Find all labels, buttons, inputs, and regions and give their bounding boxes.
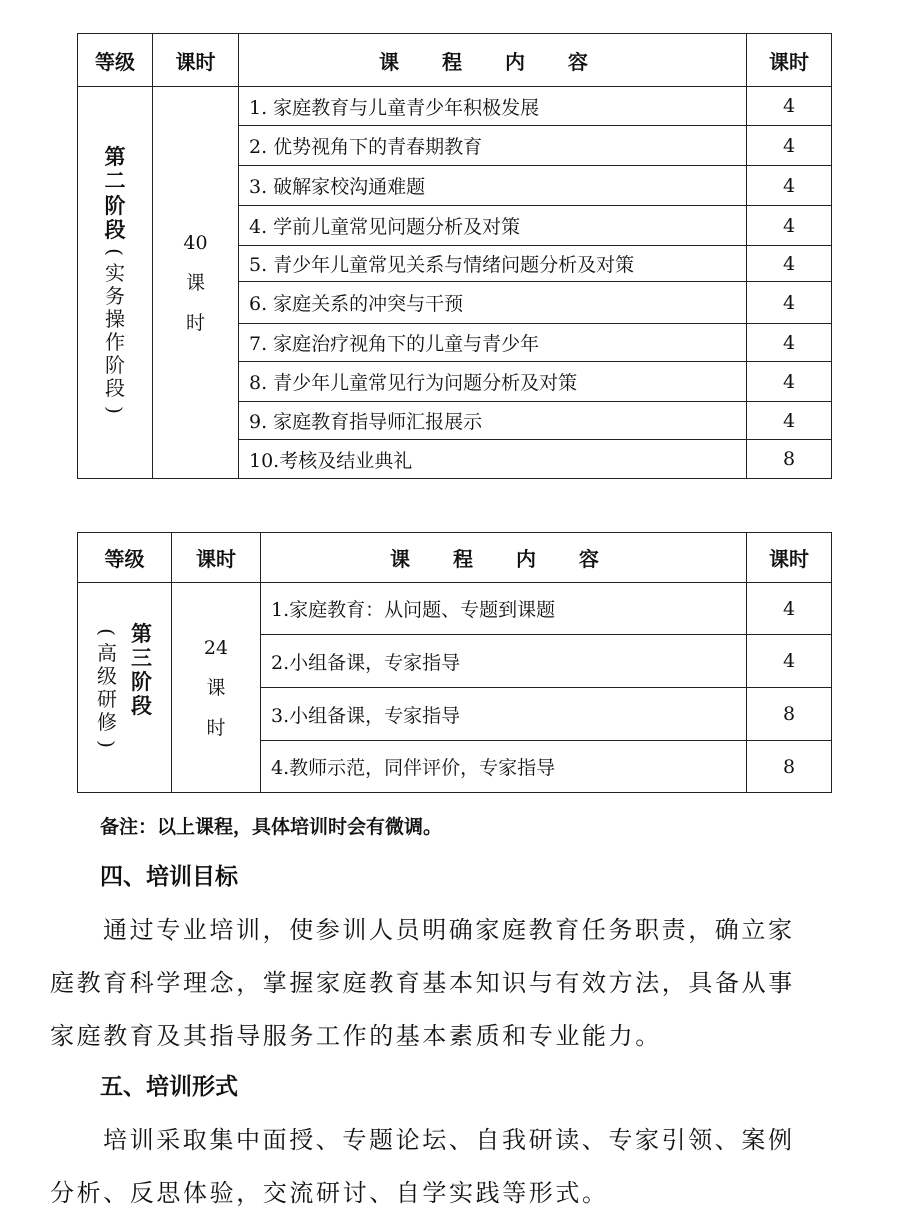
section-5-heading: 五、培训形式 [100,1074,238,1100]
section-5-line: 分析、反思体验，交流研讨、自学实践等形式。 [50,1179,609,1207]
course-content: 4.教师示范，同伴评价，专家指导 [261,741,747,793]
course-content: 7. 家庭治疗视角下的儿童与青少年 [239,324,747,362]
stage-subtitle-char: 阶 [105,352,125,377]
course-content: 2.小组备课，专家指导 [261,635,747,688]
header-content: 课 程 内 容 [261,533,747,583]
stage-label [78,87,153,479]
section-4-heading: 四、培训目标 [100,864,238,890]
header-hours-2: 课时 [747,34,832,87]
course-hours: 8 [747,741,832,793]
stage-subtitle-char: 段 [105,375,125,400]
course-hours: 4 [747,87,832,126]
total-hours-line: 时 [185,311,205,334]
header-hours: 课时 [153,34,239,87]
stage-subtitle-char: 级 [97,663,117,688]
stage-subtitle-char: ) [95,739,119,748]
course-content: 5. 青少年儿童常见关系与情绪问题分析及对策 [239,246,747,282]
total-hours-line: 40 [183,231,208,254]
course-table-stage-2 [77,33,832,479]
course-hours: 4 [747,206,832,246]
course-content: 2. 优势视角下的青春期教育 [239,126,747,166]
stage-total-hours [172,583,261,793]
course-hours: 8 [747,688,832,741]
stage-subtitle-char: ( [103,247,127,256]
course-hours: 4 [747,126,832,166]
stage-label-text [105,145,126,420]
course-content: 9. 家庭教育指导师汇报展示 [239,402,747,440]
header-level: 等级 [78,34,153,87]
course-content: 3. 破解家校沟通难题 [239,166,747,206]
stage-subtitle-char: 务 [105,283,125,308]
course-hours: 4 [747,324,832,362]
total-hours-line: 课 [185,271,205,294]
stage-subtitle-char: ( [95,627,119,636]
section-4-line: 庭教育科学理念，掌握家庭教育基本知识与有效方法，具备从事 [50,969,795,997]
course-content: 1.家庭教育：从问题、专题到课题 [261,583,747,635]
course-hours: 4 [747,583,832,635]
total-hours-line: 24 [203,636,229,659]
stage-subtitle-char: 操 [105,306,125,331]
table-row [78,583,832,635]
stage-title-char: 阶 [131,669,152,694]
stage-total-hours-text [183,223,207,343]
stage-subtitle-char: 作 [105,329,125,354]
stage-title-char: 阶 [104,193,126,218]
stage-subtitle-char: ) [103,405,127,414]
stage-subtitle-char: 研 [97,686,117,711]
course-hours: 4 [747,635,832,688]
course-content: 4. 学前儿童常见问题分析及对策 [239,206,747,246]
header-hours-2: 课时 [747,533,832,583]
stage-subtitle [97,622,117,754]
table-row [78,87,832,126]
course-content: 10.考核及结业典礼 [239,440,747,479]
stage-title-char: 第 [131,621,152,646]
stage-title-char: 第 [104,145,126,170]
course-content: 3.小组备课，专家指导 [261,688,747,741]
stage-subtitle-char: 修 [97,709,117,734]
section-5-line: 培训采取集中面授、专题论坛、自我研读、专家引领、案例 [103,1126,795,1154]
stage-subtitle-char: 高 [97,640,117,665]
stage-title-char: 段 [131,693,152,718]
header-content: 课 程 内 容 [239,34,747,87]
course-content: 8. 青少年儿童常见行为问题分析及对策 [239,362,747,402]
stage-label-text [97,622,152,754]
stage-title-char: 段 [104,217,126,242]
course-hours: 4 [747,166,832,206]
course-table-stage-3 [77,532,832,793]
header-hours: 课时 [172,533,261,583]
course-hours: 4 [747,246,832,282]
stage-label [78,583,172,793]
stage-title-char: 二 [104,169,126,194]
course-content: 6. 家庭关系的冲突与干预 [239,282,747,324]
table-header-row [78,533,832,583]
total-hours-line: 时 [206,716,226,739]
course-hours: 4 [747,282,832,324]
stage-title-char: 三 [131,645,152,670]
section-4-line: 家庭教育及其指导服务工作的基本素质和专业能力。 [50,1022,662,1050]
header-level: 等级 [78,533,172,583]
course-hours: 4 [747,402,832,440]
course-hours: 4 [747,362,832,402]
course-content: 1. 家庭教育与儿童青少年积极发展 [239,87,747,126]
table-header-row [78,34,832,87]
stage-title [131,622,152,719]
course-hours: 8 [747,440,832,479]
stage-total-hours-text [204,628,228,748]
total-hours-line: 课 [206,676,226,699]
stage-total-hours [153,87,239,479]
remark-note: 备注：以上课程，具体培训时会有微调。 [100,816,443,838]
section-4-line: 通过专业培训，使参训人员明确家庭教育任务职责，确立家 [103,916,795,944]
stage-subtitle-char: 实 [105,260,125,285]
